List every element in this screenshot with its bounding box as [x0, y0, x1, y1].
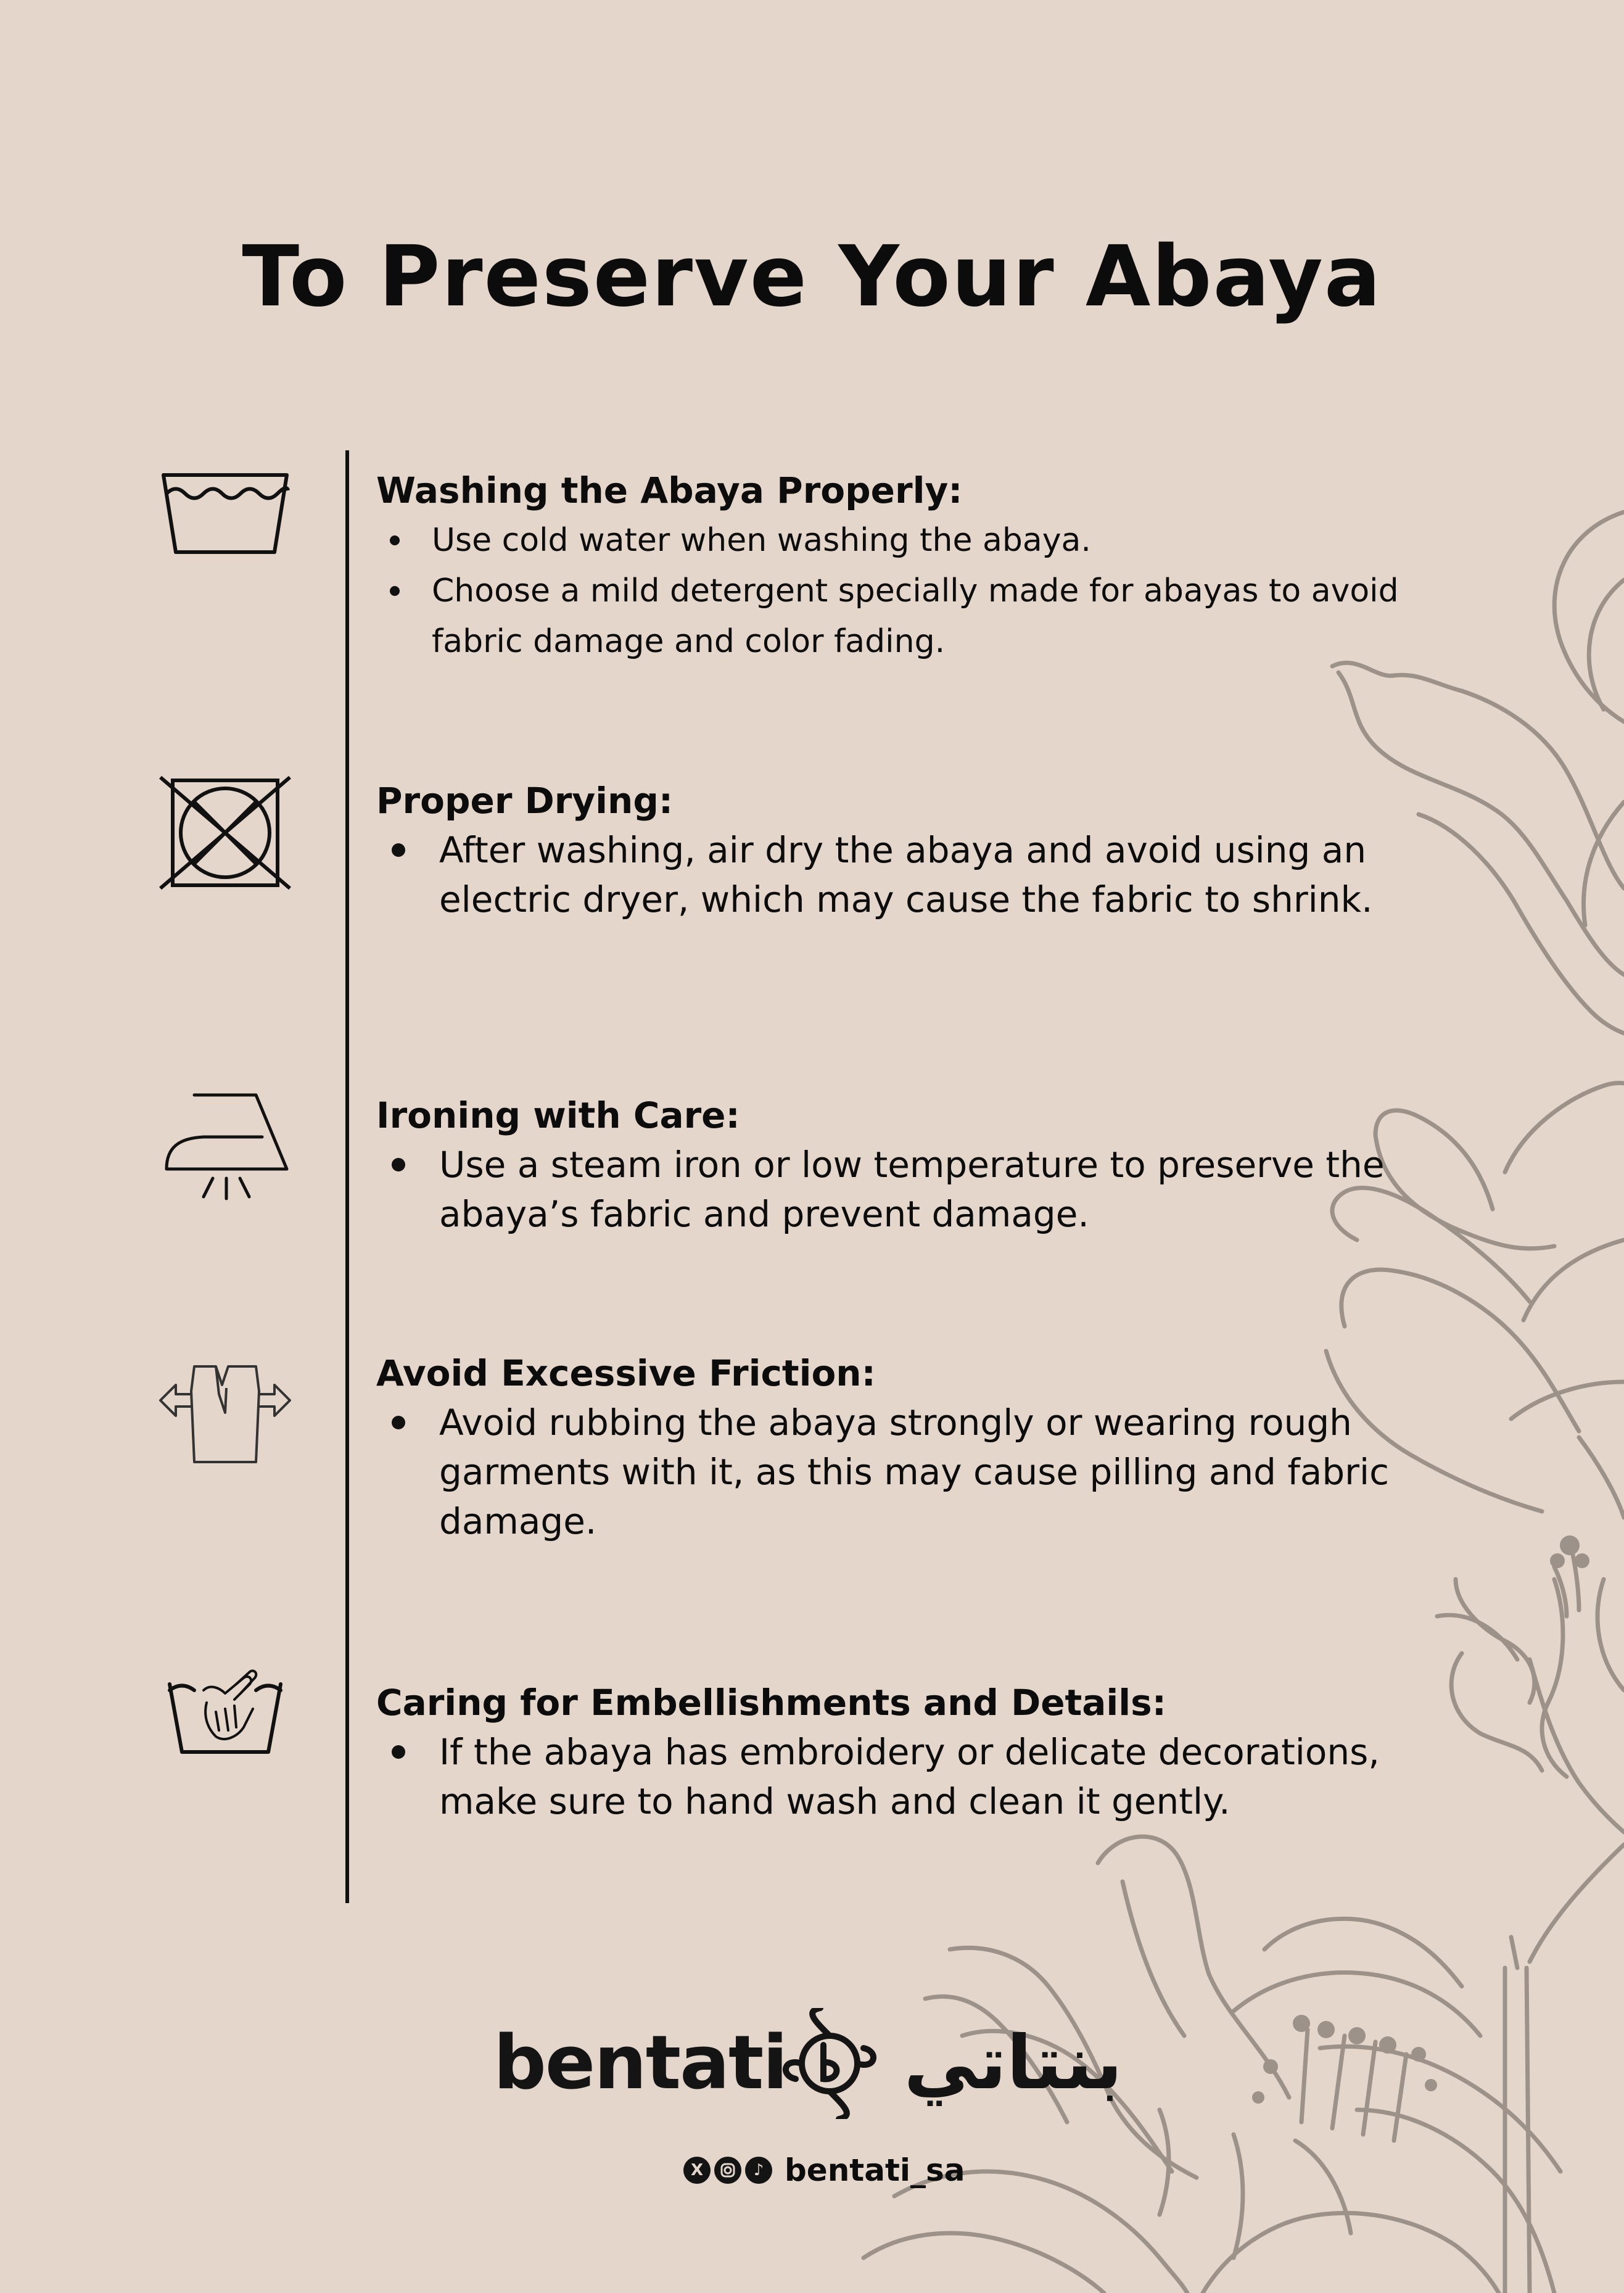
washing-tub-icon — [157, 466, 293, 583]
logo-arabic-text: بنتاتي — [904, 2020, 1123, 2106]
tiktok-icon[interactable]: ♪ — [745, 2157, 772, 2184]
section-heading: Avoid Excessive Friction: — [376, 1352, 876, 1394]
bullet-list — [376, 1398, 1462, 1546]
bullet-list — [376, 825, 1462, 924]
bentati-logo — [493, 2008, 1123, 2119]
social-handle-row — [683, 2152, 965, 2189]
garment-stretch-icon — [157, 1357, 293, 1474]
bullet-item: Choose a mild detergent specially made for abayas to avoid fabric damage and color fading. — [376, 566, 1462, 667]
section-ironing — [376, 1091, 1462, 1239]
bullet-list — [376, 515, 1462, 667]
bullet-list — [376, 1727, 1462, 1826]
bullet-item: After washing, air dry the abaya and avoid using an electric dryer, which may cause the fabric to shrink. — [376, 825, 1462, 924]
bullet-item: Avoid rubbing the abaya strongly or wearing rough garments with it, as this may cause pilling and fabric damage. — [376, 1398, 1462, 1546]
iron-steam-icon — [157, 1089, 293, 1206]
section-drying — [376, 776, 1462, 924]
hand-wash-icon — [157, 1666, 293, 1783]
instagram-icon[interactable] — [714, 2157, 741, 2184]
section-washing — [376, 466, 1462, 667]
section-heading: Washing the Abaya Properly: — [376, 469, 963, 511]
section-heading: Caring for Embellishments and Details: — [376, 1682, 1166, 1724]
section-friction — [376, 1349, 1462, 1546]
bullet-item: If the abaya has embroidery or delicate decorations, make sure to hand wash and clean it gently. — [376, 1727, 1462, 1826]
social-handle[interactable]: bentati_sa — [785, 2152, 965, 2188]
bullet-item: Use a steam iron or low temperature to preserve the abaya’s fabric and prevent damage. — [376, 1140, 1462, 1239]
logo-latin-text: bentati — [493, 2020, 787, 2106]
do-not-tumble-dry-icon — [157, 774, 293, 891]
x-icon[interactable]: X — [683, 2157, 711, 2184]
bullet-item: Use cold water when washing the abaya. — [376, 515, 1462, 566]
bullet-list — [376, 1140, 1462, 1239]
page-title: To Preserve Your Abaya — [242, 228, 1382, 326]
section-heading: Ironing with Care: — [376, 1094, 740, 1136]
section-embellishments — [376, 1678, 1462, 1826]
section-heading: Proper Drying: — [376, 780, 674, 822]
vertical-divider — [345, 450, 349, 1903]
